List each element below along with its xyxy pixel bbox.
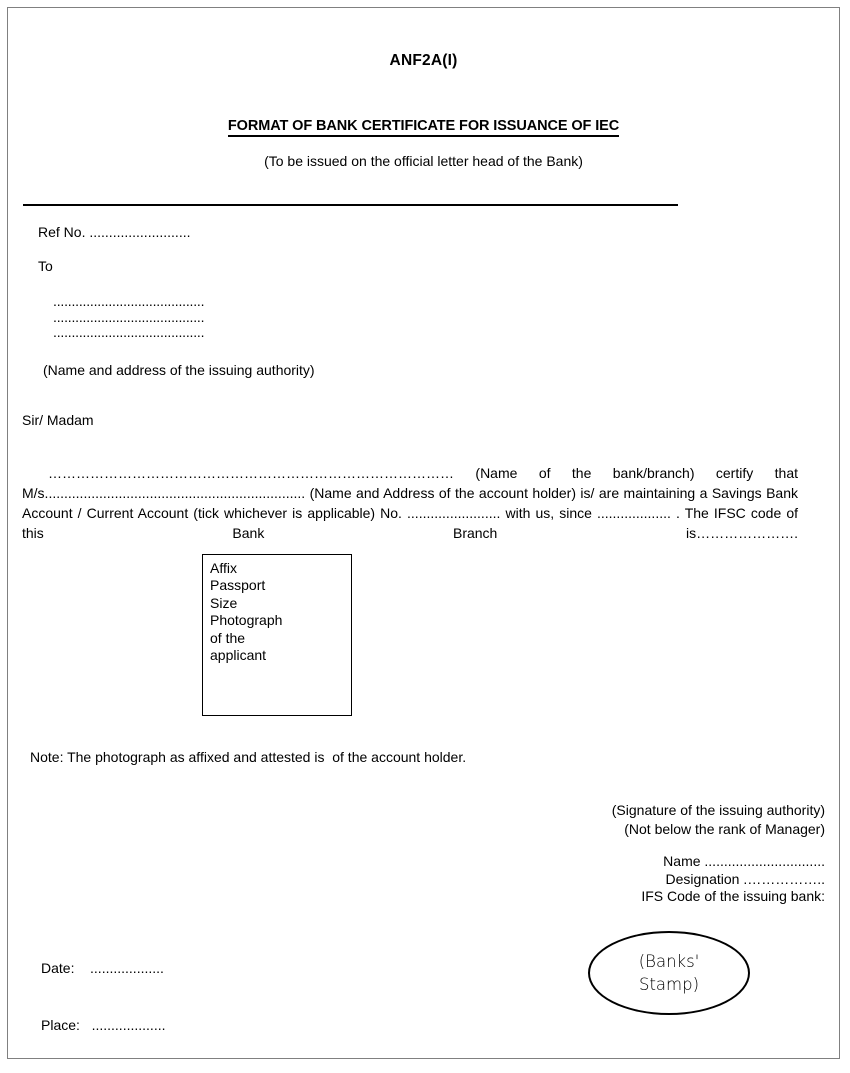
recipient-address-lines	[53, 294, 204, 341]
signature-authority-block	[612, 801, 825, 838]
document-inner	[8, 8, 839, 1058]
address-line-2: .........................................	[53, 308, 205, 325]
document-subheading: (To be issued on the official letter head of the Bank)	[264, 153, 583, 169]
stamp-line-2: Stamp)	[638, 975, 700, 994]
photo-box-line-6: applicant	[210, 647, 267, 664]
address-line-1: .........................................	[53, 293, 205, 309]
ref-no-label: Ref No. ..........................	[38, 224, 191, 240]
stamp-line-1: (Banks'	[638, 952, 700, 971]
photo-box-line-2: Passport	[210, 577, 266, 594]
bank-stamp-area	[588, 931, 750, 1015]
signatory-details-block	[641, 853, 825, 906]
form-code: ANF2A(I)	[389, 52, 458, 69]
photograph-placeholder-box	[202, 554, 352, 716]
salutation: Sir/ Madam	[22, 412, 94, 428]
signatory-ifs-code-field: IFS Code of the issuing bank:	[641, 888, 825, 904]
document-heading	[22, 118, 825, 134]
photo-box-line-5: of the	[210, 629, 246, 646]
document-page	[7, 7, 840, 1059]
photo-box-line-4: Photograph	[210, 612, 283, 629]
address-line-3: .........................................	[53, 324, 205, 340]
date-place-block	[41, 921, 165, 1073]
photo-box-line-3: Size	[210, 594, 238, 611]
date-field: Date: ...................	[41, 960, 164, 976]
photograph-note: Note: The photograph as affixed and attested is of the account holder.	[30, 749, 467, 765]
place-field: Place: ...................	[41, 1017, 166, 1033]
document-heading-text: FORMAT OF BANK CERTIFICATE FOR ISSUANCE OF IEC	[228, 118, 619, 137]
stamp-text	[588, 931, 750, 1015]
signature-line-1: (Signature of the issuing authority)	[611, 802, 825, 818]
signatory-name-field: Name ...............................	[663, 853, 825, 869]
to-label: To	[38, 258, 53, 274]
certificate-body-paragraph: …………………………………………………………………………… (Name of the bank/branch) certify that M/s................................................................... (Name and Address of the account holder) is/ are maintaining a Savings Bank Account / Current Account (tick whichever is applicable) No. ........................ with us, since ................... . The IFSC code of this Bank Branch is………………….	[22, 465, 798, 541]
photo-box-line-1: Affix	[210, 560, 237, 576]
signatory-designation-field: Designation .……………..	[665, 870, 825, 887]
signature-line-2: (Not below the rank of Manager)	[624, 820, 825, 837]
address-caption: (Name and address of the issuing authority)	[43, 362, 315, 378]
header-divider	[23, 204, 678, 206]
